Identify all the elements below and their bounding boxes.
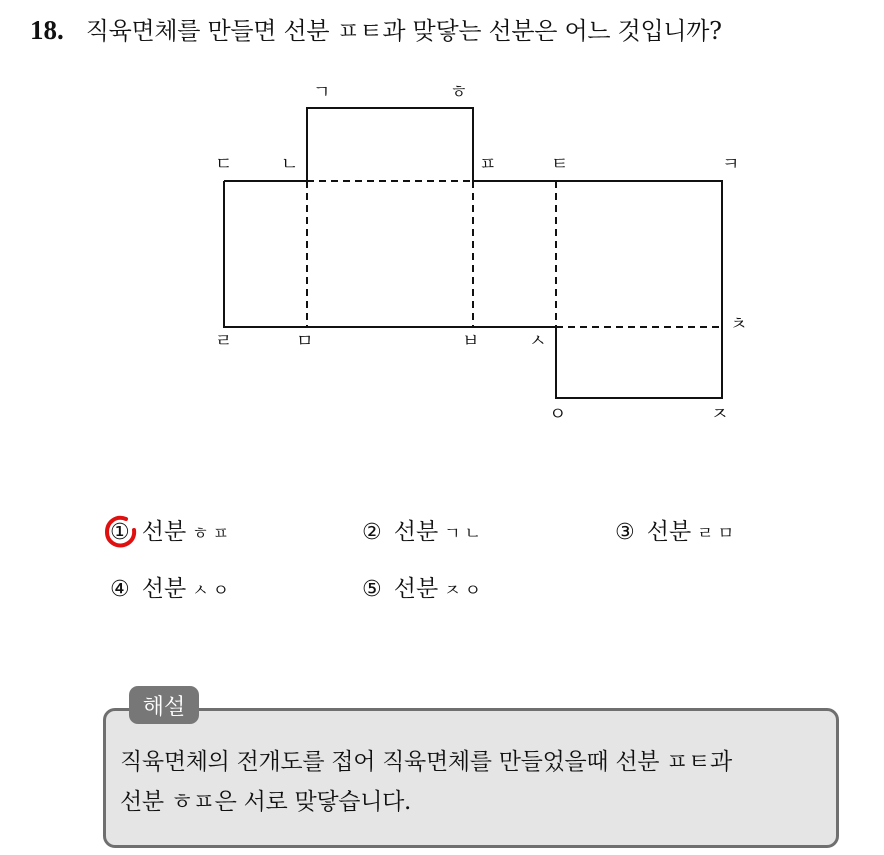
choice-segment: ㄹㅁ bbox=[697, 524, 739, 544]
choice-number: ⑤ bbox=[362, 577, 382, 602]
vertex-label: ㅋ bbox=[722, 154, 740, 175]
vertex-label: ㅈ bbox=[711, 404, 729, 425]
choice-2[interactable] bbox=[362, 517, 485, 549]
vertex-label: ㄴ bbox=[281, 154, 299, 175]
explanation-line: 직육면체의 전개도를 접어 직육면체를 만들었을때 선분 ㅍㅌ과 bbox=[120, 749, 732, 775]
choice-word: 선분 bbox=[141, 519, 187, 545]
choice-segment: ㅅㅇ bbox=[192, 581, 234, 601]
vertex-label: ㅁ bbox=[296, 331, 314, 352]
vertex-label: ㅂ bbox=[462, 331, 480, 352]
choice-word: 선분 bbox=[393, 576, 439, 602]
explanation-tab bbox=[129, 686, 199, 724]
choice-segment: ㄱㄴ bbox=[444, 524, 486, 544]
vertex-label: ㄷ bbox=[215, 154, 233, 175]
explanation-text bbox=[120, 742, 840, 822]
vertex-label: ㅇ bbox=[549, 404, 567, 425]
choice-3[interactable] bbox=[615, 517, 738, 549]
vertex-label: ㅊ bbox=[730, 314, 748, 335]
vertex-label: ㅌ bbox=[551, 154, 569, 175]
choice-word: 선분 bbox=[393, 519, 439, 545]
vertex-label: ㄹ bbox=[215, 331, 233, 352]
choice-number: ④ bbox=[110, 577, 130, 602]
choice-4[interactable] bbox=[110, 574, 233, 606]
explanation-line: 선분 ㅎㅍ은 서로 맞닿습니다. bbox=[120, 789, 412, 815]
choice-segment: ㅈㅇ bbox=[444, 581, 486, 601]
choice-1[interactable] bbox=[110, 517, 233, 549]
vertex-label: ㅎ bbox=[450, 82, 468, 103]
choice-5[interactable] bbox=[362, 574, 485, 606]
choice-number: ③ bbox=[615, 520, 635, 545]
choice-word: 선분 bbox=[646, 519, 692, 545]
choice-number: ① bbox=[110, 520, 130, 545]
explanation-title: 해설 bbox=[142, 694, 186, 720]
choice-number: ② bbox=[362, 520, 382, 545]
question-number: 18. bbox=[30, 15, 64, 45]
vertex-label: ㄱ bbox=[313, 82, 331, 103]
vertex-label: ㅍ bbox=[479, 154, 497, 175]
vertex-label: ㅅ bbox=[529, 331, 547, 352]
question-text: 직육면체를 만들면 선분 ㅍㅌ과 맞닿는 선분은 어느 것입니까? bbox=[85, 17, 722, 45]
choice-segment: ㅎㅍ bbox=[192, 524, 234, 544]
choice-word: 선분 bbox=[141, 576, 187, 602]
